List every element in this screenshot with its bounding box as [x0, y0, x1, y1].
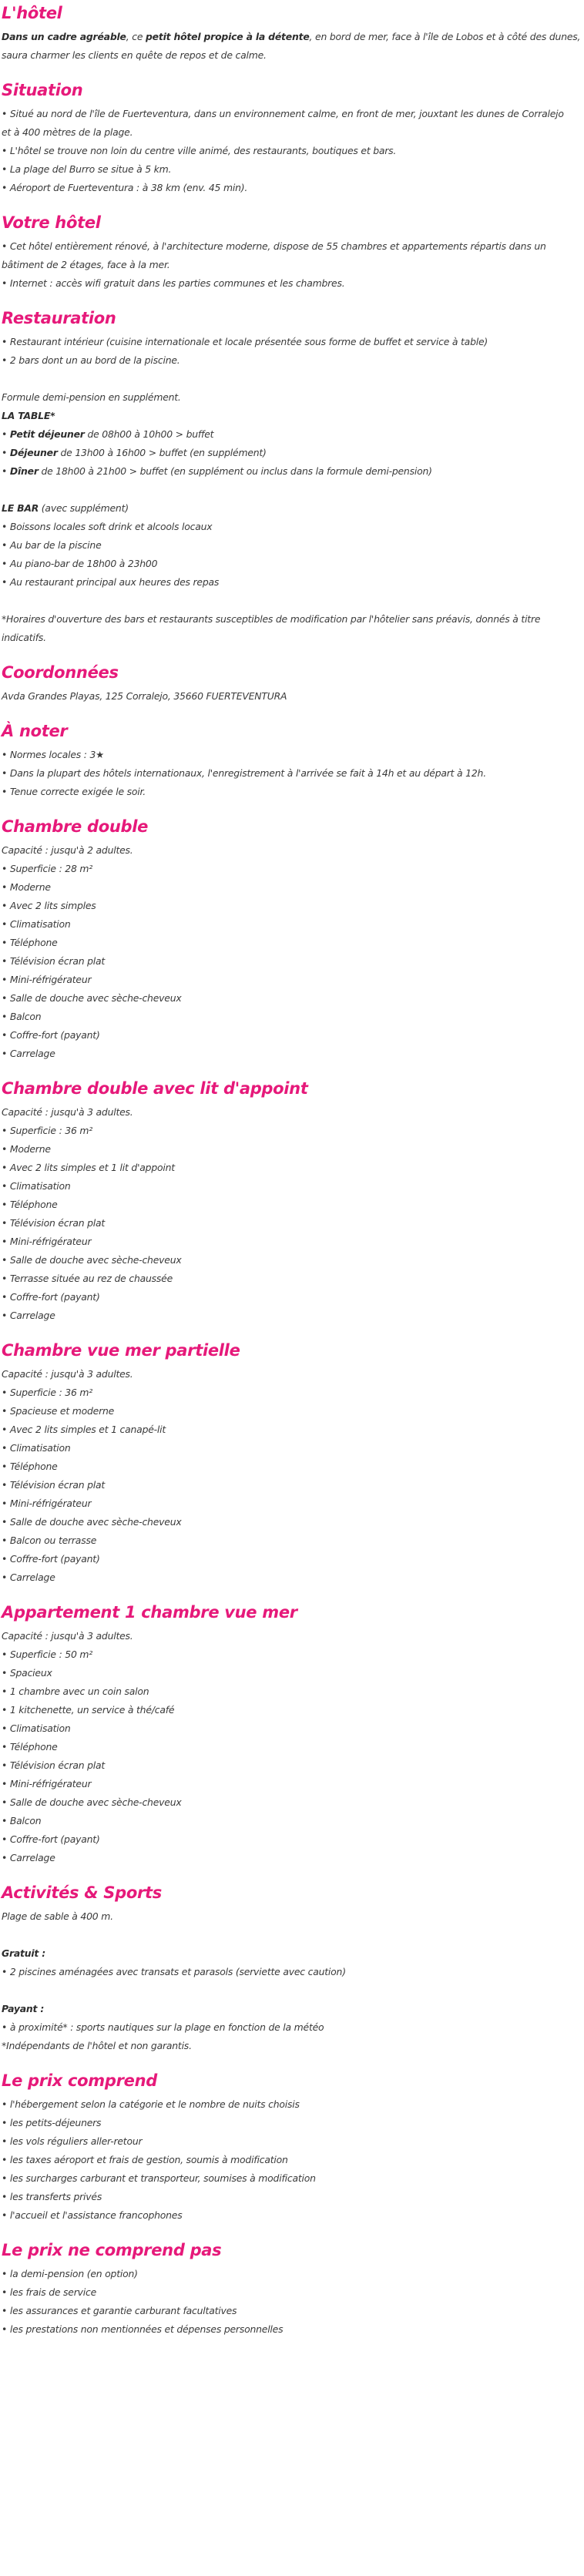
bullet-item: • les assurances et garantie carburant facultatives	[2, 2305, 237, 2316]
section-title: Chambre double	[2, 817, 149, 836]
text-line	[2, 1944, 582, 1963]
bold-segment: LA TABLE*	[2, 410, 55, 421]
text-line: indicatifs.	[2, 632, 46, 643]
section-title: Situation	[2, 81, 83, 99]
bullet-item: • les frais de service	[2, 2286, 97, 2298]
bullet-item: • les taxes aéroport et frais de gestion, soumis à modification	[2, 2154, 288, 2165]
bullet-item: • les petits-déjeuners	[2, 2117, 102, 2128]
bullet-item: • Balcon	[2, 1815, 42, 1826]
bullet-item: • 2 piscines aménagées avec transats et parasols (serviette avec caution)	[2, 1966, 346, 1977]
text-line: *Indépendants de l'hôtel et non garantis.	[2, 2040, 192, 2051]
bullet-item: • à proximité* : sports nautiques sur la plage en fonction de la météo	[2, 2021, 324, 2033]
bullet-item: • Télévision écran plat	[2, 955, 106, 967]
bullet-item: • Avec 2 lits simples et 1 canapé-lit	[2, 1424, 166, 1435]
bullet-item: • 2 bars dont un au bord de la piscine.	[2, 354, 180, 366]
text-line	[2, 444, 582, 462]
bullet-item: • Coffre-fort (payant)	[2, 1029, 100, 1041]
text-segment: de 13h00 à 16h00 > buffet (en supplément)	[57, 447, 267, 458]
bold-segment: petit hôtel propice à la détente	[146, 31, 310, 42]
bullet-item: • Balcon ou terrasse	[2, 1535, 97, 1546]
bullet-item: • Téléphone	[2, 1461, 58, 1472]
bullet-item: • Téléphone	[2, 1199, 58, 1210]
section-title: Coordonnées	[2, 663, 119, 682]
text-segment: , en bord de mer, face à l'île de Lobos et à côté des dunes,	[309, 31, 581, 42]
bullet-item: • l'hébergement selon la catégorie et le nombre de nuits choisis	[2, 2098, 300, 2110]
text-segment: de 18h00 à 21h00 > buffet (en supplément ou inclus dans la formule demi-pension)	[38, 465, 432, 477]
bullet-item: • Superficie : 50 m²	[2, 1649, 93, 1660]
bullet-item: • Boissons locales soft drink et alcools locaux	[2, 521, 213, 532]
bullet-item: • Terrasse située au rez de chaussée	[2, 1273, 173, 1284]
bullet-item: • Moderne	[2, 881, 51, 893]
bullet-item: • Mini-réfrigérateur	[2, 1778, 92, 1789]
bullet-item: • Mini-réfrigérateur	[2, 1236, 92, 1247]
text-line	[2, 407, 582, 425]
bullet-item: • Moderne	[2, 1143, 51, 1155]
section-title: Chambre vue mer partielle	[2, 1341, 240, 1360]
bullet-item: • les transferts privés	[2, 2191, 102, 2202]
bullet-item: • Au piano-bar de 18h00 à 23h00	[2, 558, 158, 569]
bullet-item: • Télévision écran plat	[2, 1479, 106, 1491]
bold-segment: Dîner	[9, 465, 39, 477]
text-line: Capacité : jusqu'à 2 adultes.	[2, 844, 133, 856]
bullet-item: • Climatisation	[2, 1442, 71, 1454]
text-line	[2, 2000, 582, 2018]
blank-line	[2, 592, 582, 610]
bullet-item: • Avec 2 lits simples et 1 lit d'appoint	[2, 1162, 175, 1173]
bullet-item: • Cet hôtel entièrement rénové, à l'architecture moderne, dispose de 55 chambres et appartements répartis dans un	[2, 240, 546, 252]
text-segment: , ce	[126, 31, 146, 42]
text-line: *Horaires d'ouverture des bars et restaurants susceptibles de modification par l'hôtelier sans préavis, donnés à titre	[2, 613, 541, 625]
section-title: Votre hôtel	[2, 213, 101, 232]
bullet-item: • Au bar de la piscine	[2, 539, 102, 551]
text-line: Formule demi-pension en supplément.	[2, 391, 181, 403]
bullet-item: • Télévision écran plat	[2, 1217, 106, 1229]
text-line: Capacité : jusqu'à 3 adultes.	[2, 1106, 133, 1118]
bullet-item: • Coffre-fort (payant)	[2, 1553, 100, 1565]
bullet-item: • les prestations non mentionnées et dépenses personnelles	[2, 2323, 284, 2335]
section-title: Le prix ne comprend pas	[2, 2241, 222, 2259]
bullet-item: • 1 kitchenette, un service à thé/café	[2, 1704, 175, 1716]
bullet-item: • Restaurant intérieur (cuisine internationale et locale présentée sous forme de buffet et service à table)	[2, 336, 488, 347]
text-line: Capacité : jusqu'à 3 adultes.	[2, 1368, 133, 1380]
bullet-item: • Au restaurant principal aux heures des repas	[2, 576, 220, 588]
section-title: Appartement 1 chambre vue mer	[2, 1603, 297, 1622]
bullet-item: • Mini-réfrigérateur	[2, 1498, 92, 1509]
bullet-item: • Téléphone	[2, 937, 58, 948]
blank-line	[2, 370, 582, 388]
bullet-item: • Balcon	[2, 1011, 42, 1022]
bullet-item: • L'hôtel se trouve non loin du centre ville animé, des restaurants, boutiques et bars.	[2, 145, 397, 156]
bullet-item: • Avec 2 lits simples	[2, 900, 96, 911]
bullet-item: • Coffre-fort (payant)	[2, 1833, 100, 1845]
bold-segment: LE BAR	[2, 502, 39, 514]
bullet-item: • Aéroport de Fuerteventura : à 38 km (env. 45 min).	[2, 182, 248, 193]
bullet-item: • Salle de douche avec sèche-cheveux	[2, 1796, 182, 1808]
bullet-item: • Carrelage	[2, 1310, 55, 1321]
text-line: bâtiment de 2 étages, face à la mer.	[2, 259, 170, 270]
bullet-item: • Spacieux	[2, 1667, 52, 1679]
bullet-item: • Internet : accès wifi gratuit dans les parties communes et les chambres.	[2, 277, 345, 289]
text-line	[2, 499, 582, 518]
bullet-item: • la demi-pension (en option)	[2, 2268, 138, 2279]
bullet-item: • Superficie : 36 m²	[2, 1125, 93, 1136]
bold-segment: Déjeuner	[9, 447, 58, 458]
text-segment: •	[2, 428, 10, 440]
text-line	[2, 28, 582, 46]
text-line: et à 400 mètres de la plage.	[2, 126, 133, 138]
text-line	[2, 462, 582, 481]
bullet-item: • Normes locales : 3★	[2, 749, 105, 760]
bullet-item: • Carrelage	[2, 1571, 55, 1583]
bullet-item: • Climatisation	[2, 1722, 71, 1734]
bullet-item: • Climatisation	[2, 918, 71, 930]
bullet-item: • Climatisation	[2, 1180, 71, 1192]
bold-segment: Gratuit :	[2, 1947, 46, 1959]
text-segment: •	[2, 447, 10, 458]
bullet-item: • Tenue correcte exigée le soir.	[2, 786, 146, 797]
section-title: Chambre double avec lit d'appoint	[2, 1079, 308, 1098]
bullet-item: • l'accueil et l'assistance francophones	[2, 2209, 183, 2221]
bullet-item: • Superficie : 36 m²	[2, 1387, 93, 1398]
bullet-item: • Superficie : 28 m²	[2, 863, 93, 874]
text-segment: de 08h00 à 10h00 > buffet	[84, 428, 214, 440]
bullet-item: • Spacieuse et moderne	[2, 1405, 115, 1417]
section-title: Activités & Sports	[2, 1883, 162, 1902]
blank-line	[2, 1926, 582, 1944]
section-title: Le prix comprend	[2, 2071, 157, 2090]
text-line: Capacité : jusqu'à 3 adultes.	[2, 1630, 133, 1642]
bullet-item: • La plage del Burro se situe à 5 km.	[2, 163, 172, 175]
section-title: L'hôtel	[2, 4, 62, 22]
bullet-item: • Salle de douche avec sèche-cheveux	[2, 992, 182, 1004]
section-title: À noter	[2, 722, 68, 740]
blank-line	[2, 481, 582, 499]
text-segment: (avec supplément)	[39, 502, 129, 514]
text-line: saura charmer les clients en quête de repos et de calme.	[2, 49, 267, 61]
bold-segment: Payant :	[2, 2003, 45, 2014]
bullet-item: • Carrelage	[2, 1048, 55, 1059]
text-line	[2, 425, 582, 444]
bullet-item: • Salle de douche avec sèche-cheveux	[2, 1516, 182, 1528]
bullet-item: • Télévision écran plat	[2, 1759, 106, 1771]
blank-line	[2, 1981, 582, 2000]
bullet-item: • Carrelage	[2, 1852, 55, 1863]
bullet-item: • Téléphone	[2, 1741, 58, 1753]
bullet-item: • Salle de douche avec sèche-cheveux	[2, 1254, 182, 1266]
bullet-item: • les surcharges carburant et transporteur, soumises à modification	[2, 2172, 316, 2184]
bullet-item: • Situé au nord de l'île de Fuerteventura, dans un environnement calme, en front de mer, jouxtant les dunes de Corralejo	[2, 108, 564, 119]
text-line: Avda Grandes Playas, 125 Corralejo, 35660 FUERTEVENTURA	[2, 690, 287, 702]
section-title: Restauration	[2, 309, 116, 327]
bullet-item: • 1 chambre avec un coin salon	[2, 1685, 149, 1697]
text-segment: •	[2, 465, 10, 477]
bullet-item: • Coffre-fort (payant)	[2, 1291, 100, 1303]
bullet-item: • les vols réguliers aller-retour	[2, 2135, 143, 2147]
bullet-item: • Dans la plupart des hôtels internationaux, l'enregistrement à l'arrivée se fait à 14h et au départ à 12h.	[2, 767, 486, 779]
bullet-item: • Mini-réfrigérateur	[2, 974, 92, 985]
bold-segment: Dans un cadre agréable	[2, 31, 126, 42]
bold-segment: Petit déjeuner	[9, 428, 85, 440]
text-line: Plage de sable à 400 m.	[2, 1910, 113, 1922]
